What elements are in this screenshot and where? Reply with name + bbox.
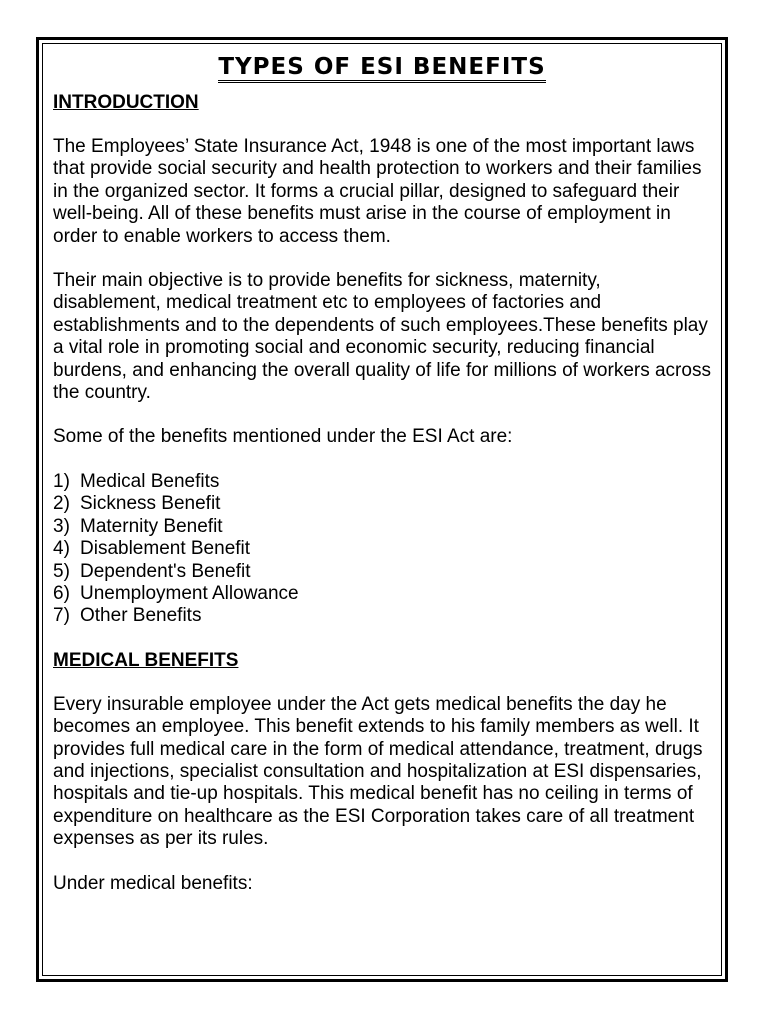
document-body — [53, 54, 711, 965]
medical-paragraph-1: Every insurable employee under the Act gets medical benefits the day he becomes an employee. This benefit extends to his family members as well. It provides full medical care in the form of medical attendance, treatment, drugs and injections, specialist consultation and hospitalization at ESI dispensaries, hospitals and tie-up hospitals. This medical benefit has no ceiling in terms of expenditure on healthcare as the ESI Corporation takes care of all treatment expenses as per its rules. — [53, 693, 703, 850]
page-border — [36, 37, 728, 982]
list-item: 1) Medical Benefits — [53, 470, 220, 492]
medical-paragraph-2: Under medical benefits: — [53, 872, 253, 894]
list-item: 4) Disablement Benefit — [53, 538, 251, 560]
introduction-heading: INTRODUCTION — [53, 92, 199, 113]
intro-paragraph-3: Some of the benefits mentioned under the ESI Act are: — [53, 426, 513, 448]
medical-benefits-heading: MEDICAL BENEFITS — [53, 649, 239, 671]
document-title-text: TYPES OF ESI BENEFITS — [218, 54, 545, 83]
list-item: 6) Unemployment Allowance — [53, 582, 299, 604]
list-item: 7) Other Benefits — [53, 605, 202, 627]
intro-paragraph-2: Their main objective is to provide benefits for sickness, maternity, disablement, medical treatment etc to employees of factories and establishments and to the dependents of such employees.These benefits play a vital role in promoting social and economic security, reducing financial burdens, and enhancing the overall quality of life for millions of workers across the country. — [53, 270, 711, 404]
benefits-list — [53, 471, 711, 628]
list-item: 2) Sickness Benefit — [53, 493, 221, 515]
page-inner-border — [42, 43, 722, 976]
list-item: 3) Maternity Benefit — [53, 515, 223, 537]
intro-paragraph-1: The Employees’ State Insurance Act, 1948 is one of the most important laws that provide social security and health protection to workers and their families in the organized sector. It forms a crucial pillar, designed to safeguard their well-being. All of these benefits must arise in the course of employment in order to enable workers to access them. — [53, 136, 702, 247]
document-title — [53, 54, 711, 92]
list-item: 5) Dependent's Benefit — [53, 560, 251, 582]
